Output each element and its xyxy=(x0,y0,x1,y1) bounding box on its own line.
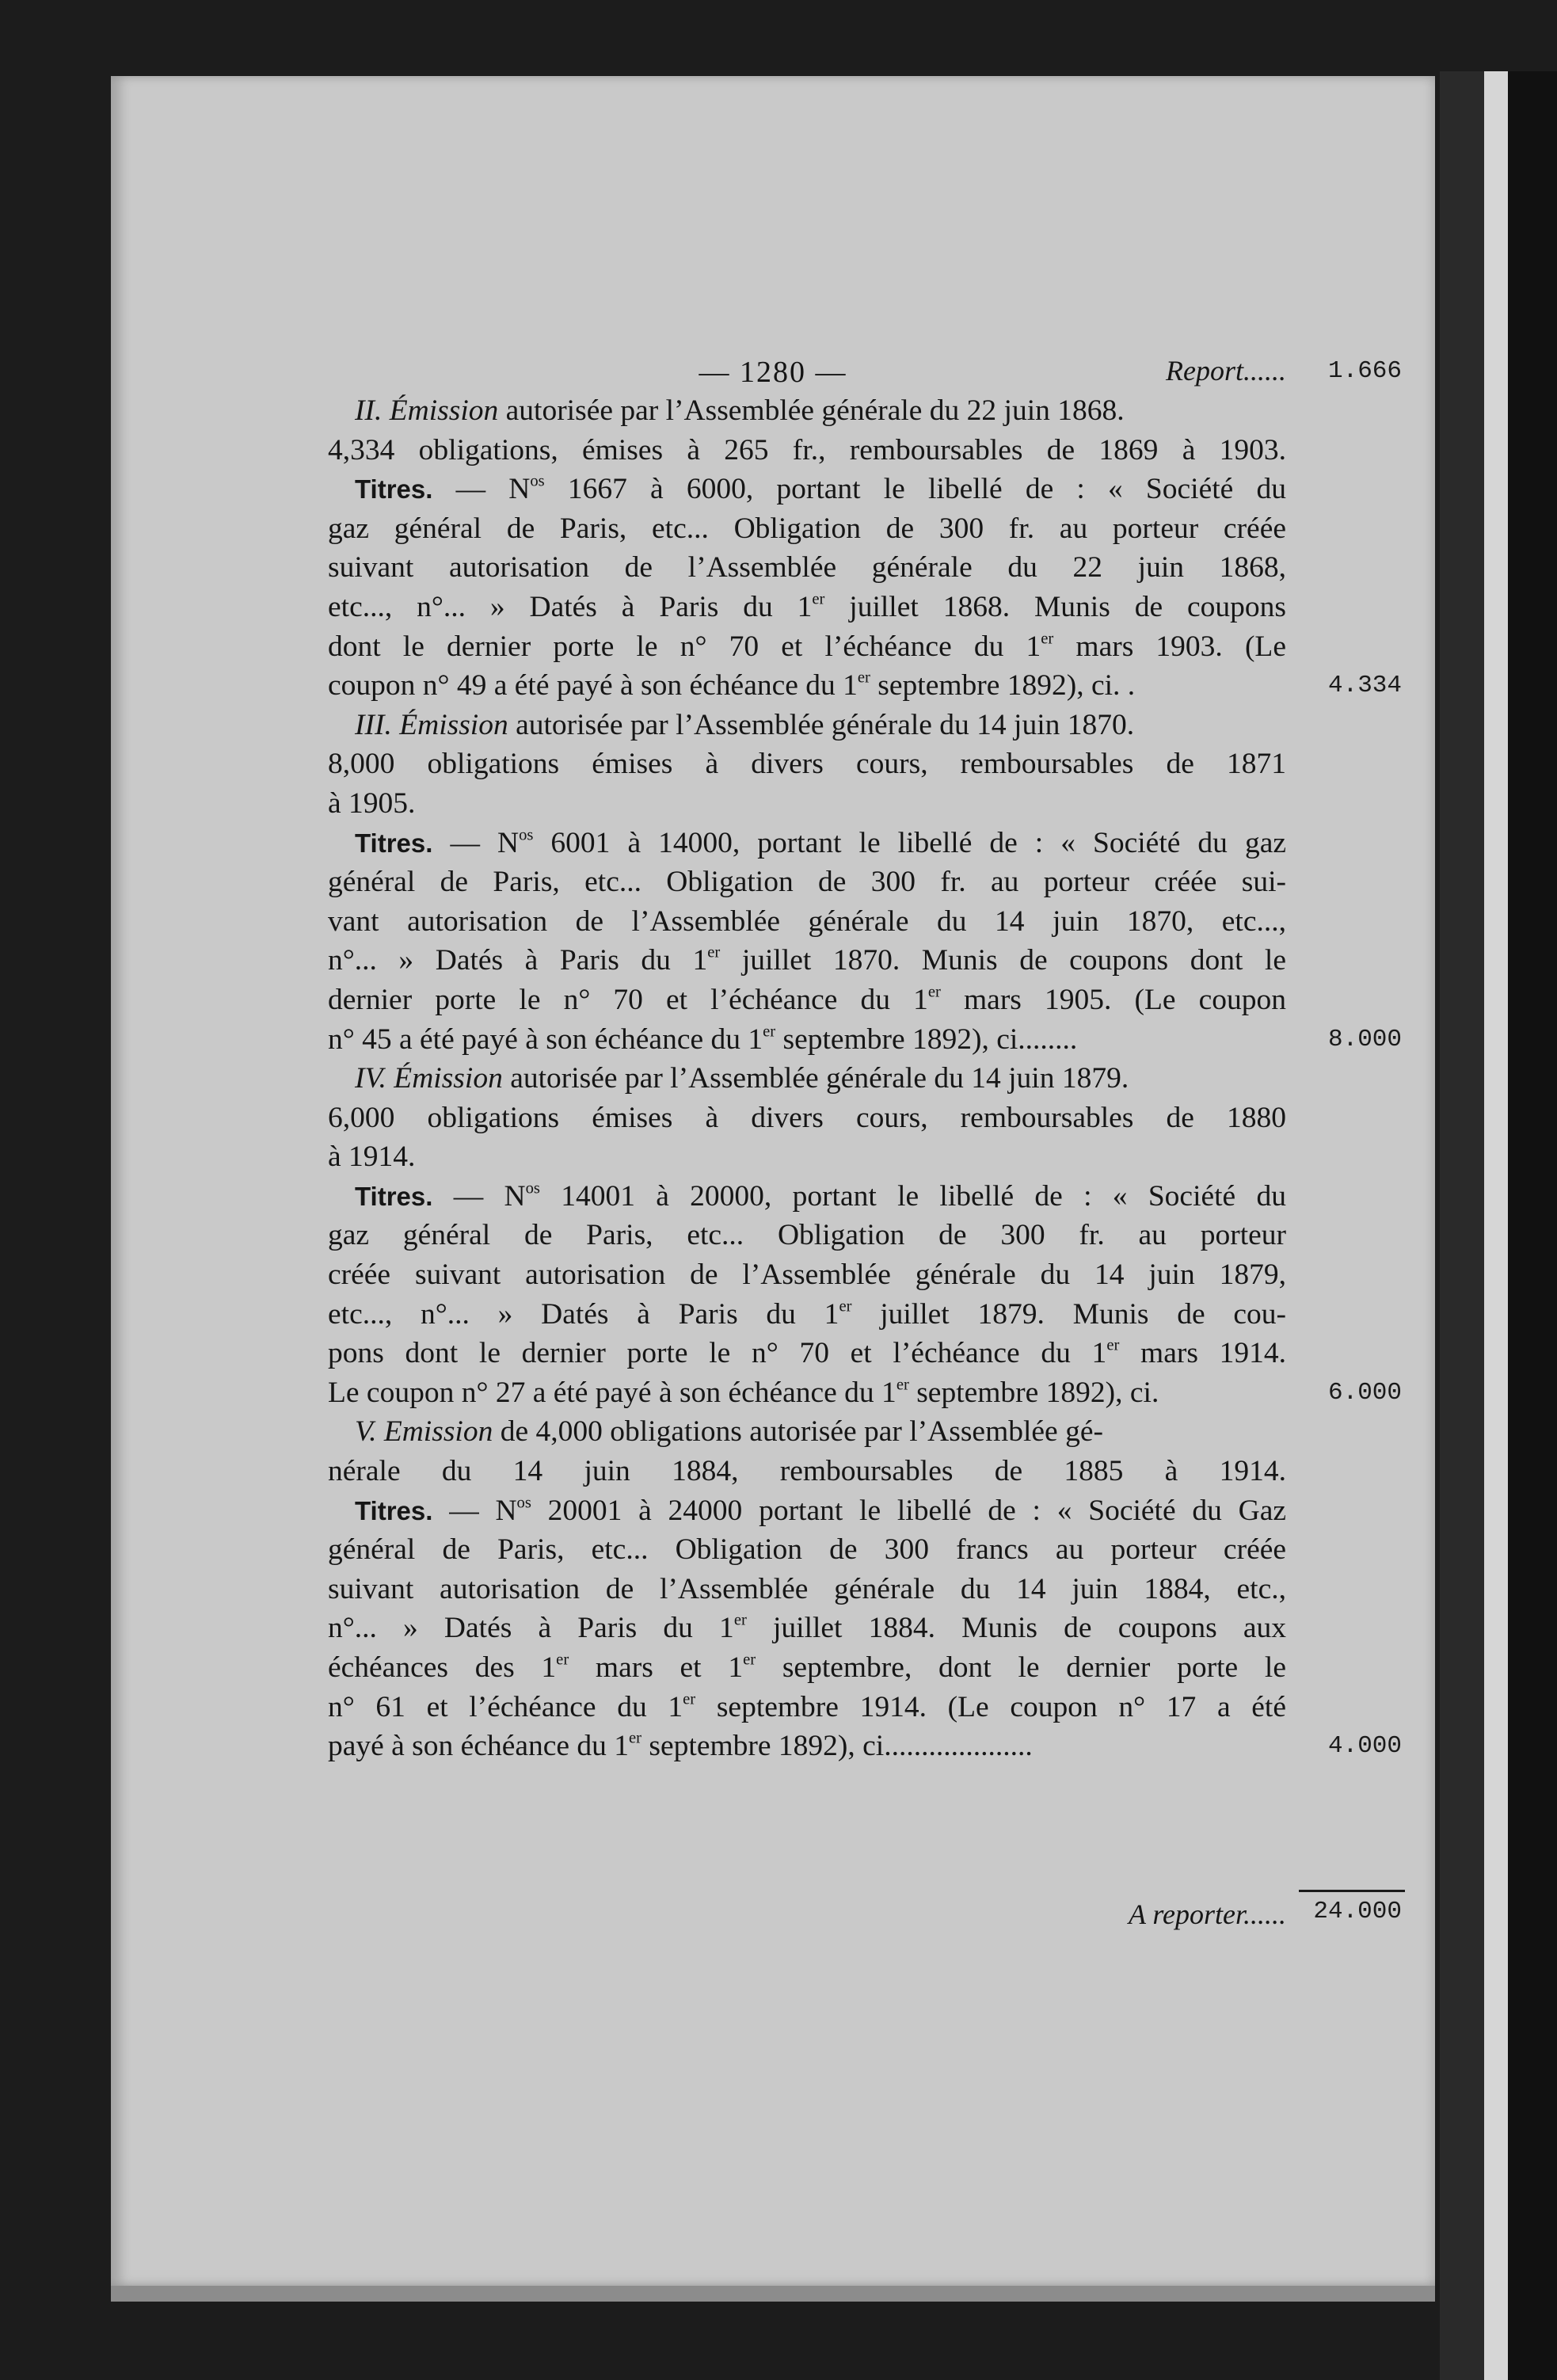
section-text-line: à 1914. xyxy=(328,1140,416,1174)
titres-line: Titres. — $N^{os}$ 6001 à 14000, portant le libellé de : « Société du gaz xyxy=(355,826,1286,859)
page-bottom-edge xyxy=(111,2286,1435,2302)
section-amount: 6.000 xyxy=(1327,1379,1402,1407)
section-amount: 4.000 xyxy=(1327,1732,1402,1761)
section-heading: V. Emission xyxy=(355,1415,493,1449)
section-heading-line: V. Emission de 4,000 obligations autorisée par l’Assemblée gé- xyxy=(355,1415,1103,1449)
titres-line: Titres. — $N^{os}$ 20001 à 24000 portant le libellé de : « Société du Gaz xyxy=(355,1494,1286,1527)
titres-label: Titres. xyxy=(355,1181,433,1211)
section-text-line: 6,000 obligations émises à divers cours, remboursables de 1880 xyxy=(328,1101,1286,1134)
titres-line: etc..., n°... » Datés à Paris du 1er juillet 1879. Munis de cou- xyxy=(328,1297,1286,1331)
titres-line: n°... » Datés à Paris du 1er juillet 1884. Munis de coupons aux xyxy=(328,1611,1286,1645)
titres-line: général de Paris, etc... Obligation de 300 francs au porteur créée xyxy=(328,1533,1286,1567)
titres-line: dernier porte le n° 70 et l’échéance du 1er mars 1905. (Le coupon xyxy=(328,983,1286,1016)
titres-line: etc..., n°... » Datés à Paris du 1er juillet 1868. Munis de coupons xyxy=(328,590,1286,623)
report-label: Report...... xyxy=(1166,355,1286,387)
carry-amount: 24.000 xyxy=(1313,1898,1402,1925)
titres-line: gaz général de Paris, etc... Obligation de 300 fr. au porteur xyxy=(328,1219,1286,1252)
section-heading: IV. Émission xyxy=(355,1062,503,1095)
report-amount: 1.666 xyxy=(1327,357,1402,385)
titres-line: dont le dernier porte le n° 70 et l’échéance du 1er mars 1903. (Le xyxy=(328,630,1286,663)
titres-line: échéances des 1er mars et 1er septembre, dont le dernier porte le xyxy=(328,1651,1286,1684)
section-amount: 8.000 xyxy=(1327,1025,1402,1053)
titres-line: créée suivant autorisation de l’Assemblée générale du 14 juin 1879, xyxy=(328,1259,1286,1292)
titres-line: Titres. — $N^{os}$ 14001 à 20000, portant le libellé de : « Société du xyxy=(355,1179,1286,1213)
section-heading: III. Émission xyxy=(355,708,508,741)
report-line xyxy=(1030,352,1286,391)
section-text-line: à 1905. xyxy=(328,786,416,820)
titres-line: Titres. — $N^{os}$ 1667 à 6000, portant le libellé de : « Société du xyxy=(355,472,1286,506)
titres-line: suivant autorisation de l’Assemblée générale du 14 juin 1884, etc., xyxy=(328,1572,1286,1605)
titres-label: Titres. xyxy=(355,828,433,858)
section-heading-line: III. Émission autorisée par l’Assemblée générale du 14 juin 1870. xyxy=(355,708,1135,741)
section-heading: II. Émission xyxy=(355,394,499,427)
total-rule xyxy=(1299,1890,1405,1892)
section-heading-line: IV. Émission autorisée par l’Assemblée générale du 14 juin 1879. xyxy=(355,1062,1129,1095)
titres-line: payé à son échéance du 1er septembre 1892), ci.................... xyxy=(328,1729,1033,1763)
titres-line: coupon n° 49 a été payé à son échéance du 1er septembre 1892), ci. . xyxy=(328,668,1136,703)
titres-line: Le coupon n° 27 a été payé à son échéance du 1er septembre 1892), ci. xyxy=(328,1376,1159,1409)
titres-label: Titres. xyxy=(355,1495,433,1525)
section-text-line: nérale du 14 juin 1884, remboursables de 1885 à 1914. xyxy=(328,1455,1286,1488)
section-heading-line: II. Émission autorisée par l’Assemblée générale du 22 juin 1868. xyxy=(355,394,1125,427)
titres-line: n° 61 et l’échéance du 1er septembre 1914. (Le coupon n° 17 a été xyxy=(328,1690,1286,1723)
titres-line: n°... » Datés à Paris du 1er juillet 1870. Munis de coupons dont le xyxy=(328,943,1286,977)
carry-label: A reporter...... xyxy=(1128,1898,1286,1930)
main-text xyxy=(328,391,1286,1766)
section-text-line: 8,000 obligations émises à divers cours, remboursables de 1871 xyxy=(328,748,1286,781)
section-text-line: 4,334 obligations, émises à 265 fr., remboursables de 1869 à 1903. xyxy=(328,433,1286,466)
page-number: — 1280 — xyxy=(699,356,847,389)
titres-line: général de Paris, etc... Obligation de 300 fr. au porteur créée sui- xyxy=(328,866,1286,899)
titres-label: Titres. xyxy=(355,474,433,505)
titres-line: pons dont le dernier porte le n° 70 et l’échéance du 1er mars 1914. xyxy=(328,1336,1286,1370)
scan-frame-shadow xyxy=(1440,71,1484,2380)
titres-line: vant autorisation de l’Assemblée générale du 14 juin 1870, etc..., xyxy=(328,904,1286,938)
titres-line: gaz général de Paris, etc... Obligation de 300 fr. au porteur créée xyxy=(328,512,1286,545)
adjacent-page-edge xyxy=(1484,71,1508,2380)
titres-line: suivant autorisation de l’Assemblée générale du 22 juin 1868, xyxy=(328,551,1286,585)
titres-line: n° 45 a été payé à son échéance du 1er septembre 1892), ci........ xyxy=(328,1022,1078,1056)
scan-frame-right xyxy=(1508,71,1557,2380)
section-amount: 4.334 xyxy=(1327,672,1402,700)
